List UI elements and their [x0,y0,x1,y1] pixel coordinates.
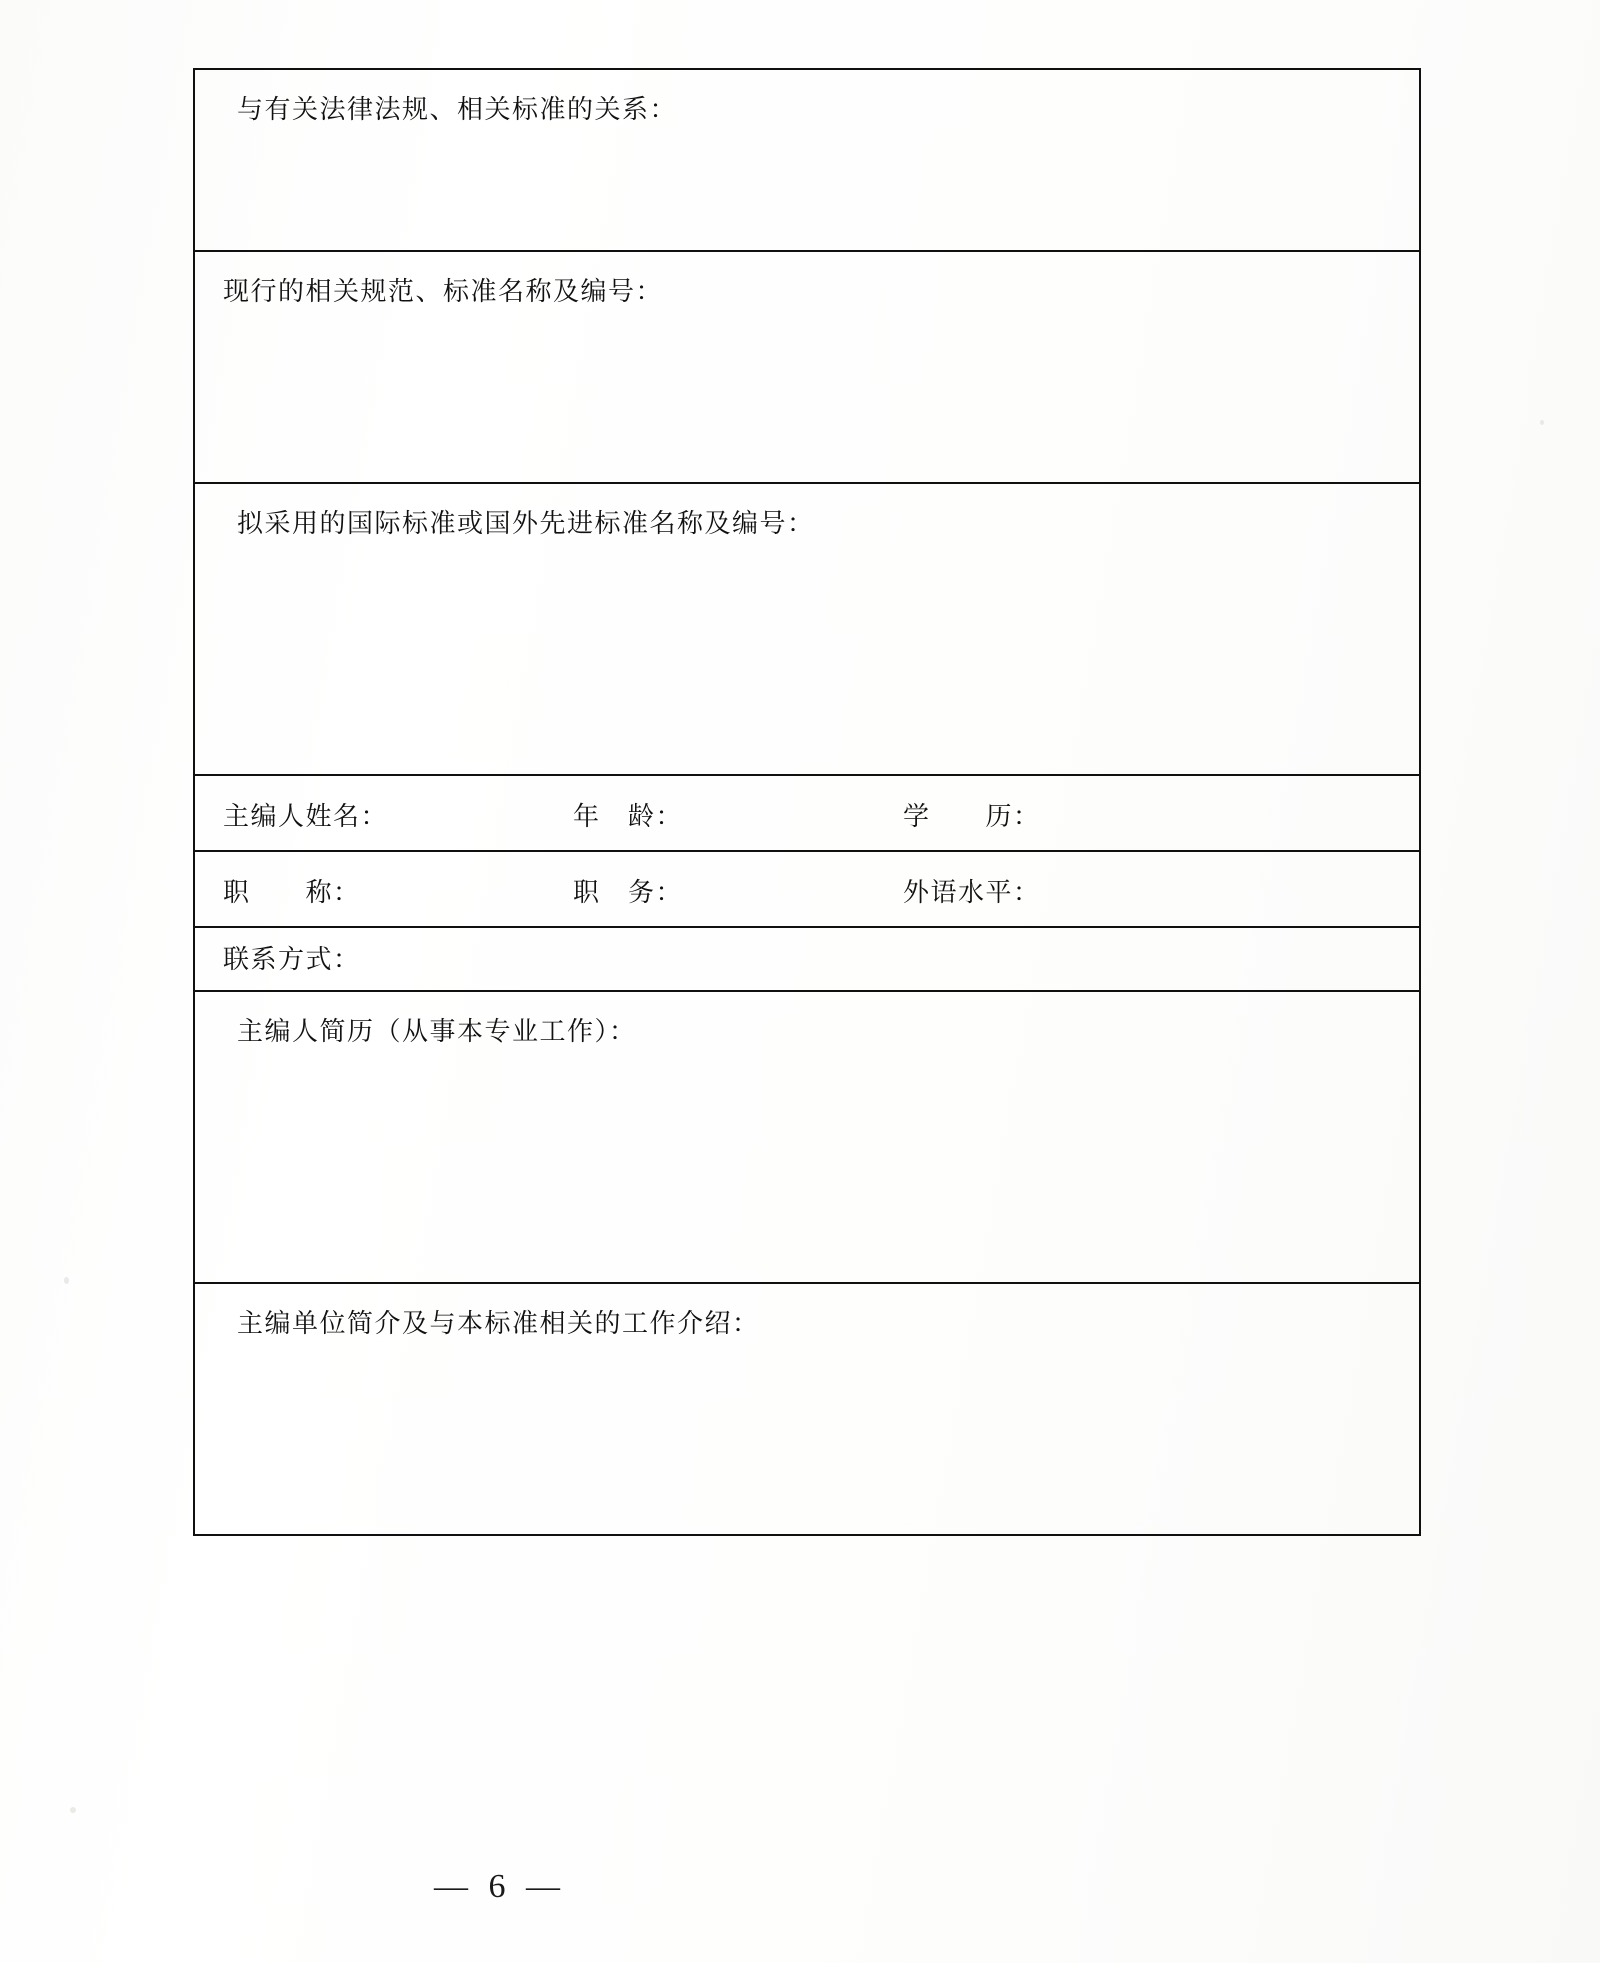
cell-current-standards[interactable] [194,251,1420,483]
table-row [194,775,1420,851]
field-editor-name[interactable] [223,796,573,833]
table-row [194,851,1420,927]
scan-speck [64,1277,69,1284]
label-relation-to-laws: 与有关法律法规、相关标准的关系： [237,95,678,124]
cell-relation-to-laws[interactable] [194,69,1420,251]
field-editor-foreign-language[interactable] [903,872,1041,909]
cell-editor-basic-info [194,775,1420,851]
label-editor-age: 年 龄： [573,802,684,831]
scan-speck [1540,420,1544,425]
label-editor-title: 职 称： [223,878,361,907]
label-organization-intro: 主编单位简介及与本标准相关的工作介绍： [237,1309,760,1338]
table-row [194,1283,1420,1535]
table-row [194,483,1420,775]
label-current-standards: 现行的相关规范、标准名称及编号： [223,277,664,306]
cell-international-standards[interactable] [194,483,1420,775]
table-row [194,69,1420,251]
cell-editor-resume[interactable] [194,991,1420,1283]
cell-contact[interactable] [194,927,1420,991]
page-number [0,1868,1600,1906]
table-row [194,927,1420,991]
standard-application-form [193,68,1421,1536]
cell-organization-intro[interactable] [194,1283,1420,1535]
field-editor-age[interactable] [573,796,903,833]
label-international-standards: 拟采用的国际标准或国外先进标准名称及编号： [237,509,815,538]
page-number-text: — 6 — [434,1868,566,1905]
label-editor-position: 职 务： [573,878,684,907]
label-editor-education: 学 历： [903,802,1041,831]
label-contact: 联系方式： [223,945,361,974]
field-editor-position[interactable] [573,872,903,909]
label-editor-resume: 主编人简历（从事本专业工作）： [237,1017,637,1046]
field-editor-education[interactable] [903,796,1041,833]
table-row [194,991,1420,1283]
field-editor-title[interactable] [223,872,573,909]
label-editor-name: 主编人姓名： [223,802,389,831]
label-editor-foreign-language: 外语水平： [903,878,1041,907]
scan-speck [70,1807,76,1813]
cell-editor-title-info [194,851,1420,927]
table-row [194,251,1420,483]
